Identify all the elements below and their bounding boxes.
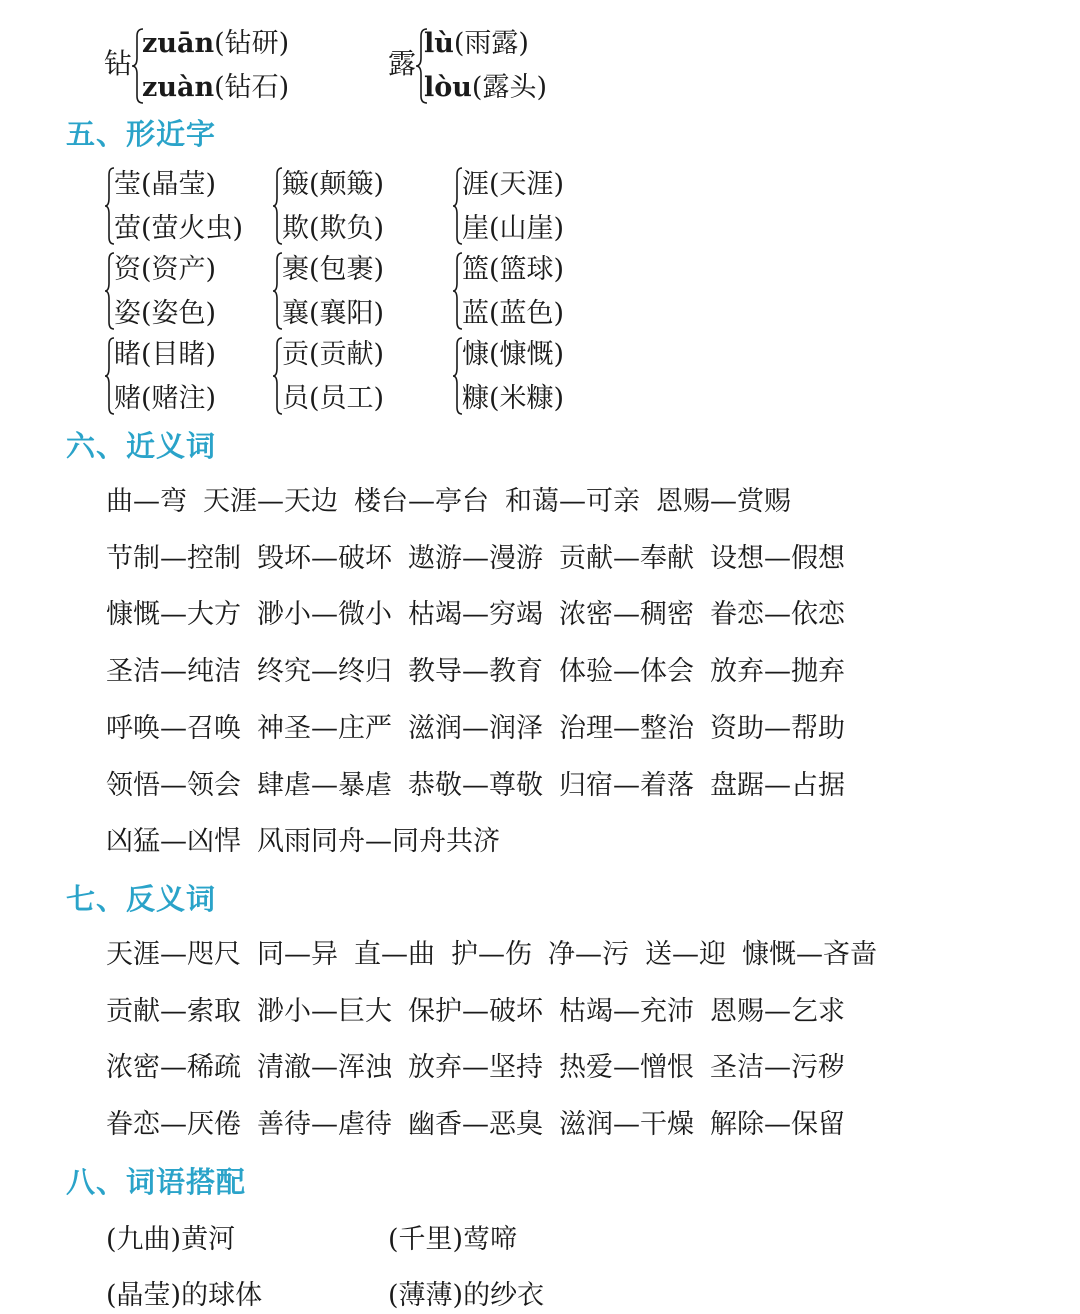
synonym-line (106, 826, 516, 858)
word-pair: 恩赐—赏赐 (656, 486, 791, 517)
word-pair: 曲—弯 (106, 486, 187, 517)
word-pair: 和蔼—可亲 (505, 486, 640, 517)
similar-char-item: 睹(目睹) (114, 339, 217, 370)
word-pair: 眷恋—依恋 (710, 599, 845, 631)
similar-char-group (272, 337, 432, 415)
word-pair: 渺小—微小 (257, 599, 392, 631)
similar-char-item: 赌(赌注) (114, 383, 217, 414)
polyphone-group (104, 28, 304, 104)
word-pair: 贡献—奉献 (559, 542, 694, 574)
word-pair: 呼唤—召唤 (106, 712, 241, 744)
polyphone-reading: zuàn(钻石) (142, 72, 290, 103)
similar-char-item: 襄(襄阳) (282, 298, 385, 329)
similar-char-group (452, 252, 612, 330)
similar-char-group (104, 337, 264, 415)
similar-char-item: 萤(萤火虫) (114, 213, 244, 244)
word-pair: 放弃—坚持 (408, 1052, 543, 1084)
word-pair: 滋润—润泽 (408, 712, 543, 744)
similar-char-item: 慷(慷慨) (462, 339, 565, 370)
word-pair: 肆虐—暴虐 (257, 769, 392, 801)
similar-char-item: 莹(晶莹) (114, 169, 217, 200)
word-pair: 善待—虐待 (257, 1109, 392, 1141)
similar-char-group (272, 167, 432, 245)
synonym-line (106, 656, 861, 688)
collocation-item: (薄薄)的纱衣 (388, 1280, 545, 1311)
word-pair: 热爱—憎恨 (559, 1052, 694, 1084)
word-pair: 风雨同舟—同舟共济 (257, 826, 500, 858)
word-pair: 天涯—咫尺 (106, 939, 241, 970)
similar-char-group (452, 167, 612, 245)
word-pair: 净—污 (548, 939, 629, 970)
section-title-synonyms: 六、近义词 (66, 429, 217, 463)
word-pair: 圣洁—纯洁 (106, 656, 241, 688)
word-pair: 设想—假想 (710, 542, 845, 574)
word-pair: 恭敬—尊敬 (408, 769, 543, 801)
word-pair: 解除—保留 (710, 1109, 845, 1141)
similar-char-item: 裹(包裹) (282, 254, 385, 285)
word-pair: 渺小—巨大 (257, 995, 392, 1027)
antonym-line (106, 941, 893, 968)
word-pair: 遨游—漫游 (408, 542, 543, 574)
synonym-line (106, 542, 861, 574)
similar-char-item: 篮(篮球) (462, 254, 565, 285)
word-pair: 枯竭—穷竭 (408, 599, 543, 631)
word-pair: 慷慨—吝啬 (742, 939, 877, 970)
similar-char-item: 糠(米糠) (462, 383, 565, 414)
word-pair: 教导—教育 (408, 656, 543, 688)
similar-char-item: 员(员工) (282, 383, 385, 414)
word-pair: 领悟—领会 (106, 769, 241, 801)
section-title-collocations: 八、词语搭配 (66, 1165, 247, 1199)
similar-char-item: 涯(天涯) (462, 169, 565, 200)
collocation-item: (晶莹)的球体 (106, 1280, 263, 1311)
similar-char-item: 簸(颠簸) (282, 169, 385, 200)
similar-char-item: 蓝(蓝色) (462, 298, 565, 329)
collocation-item: (千里)莺啼 (388, 1224, 518, 1255)
word-pair: 直—曲 (354, 939, 435, 970)
similar-char-item: 姿(姿色) (114, 298, 217, 329)
word-pair: 保护—破坏 (408, 995, 543, 1027)
similar-char-group (104, 252, 264, 330)
similar-char-item: 崖(山崖) (462, 213, 565, 244)
word-pair: 浓密—稠密 (559, 599, 694, 631)
polyphone-char: 露 (388, 47, 417, 80)
similar-char-item: 欺(欺负) (282, 213, 385, 244)
synonym-line (106, 599, 861, 631)
antonym-line (106, 1109, 861, 1141)
word-pair: 天涯—天边 (203, 486, 338, 517)
word-pair: 贡献—索取 (106, 995, 241, 1027)
word-pair: 同—异 (257, 939, 338, 970)
polyphone-reading: lù(雨露) (424, 28, 529, 59)
word-pair: 恩赐—乞求 (710, 995, 845, 1027)
similar-char-group (104, 167, 264, 245)
antonym-line (106, 995, 861, 1027)
word-pair: 归宿—着落 (559, 769, 694, 801)
word-pair: 送—迎 (645, 939, 726, 970)
synonym-line (106, 712, 861, 744)
similar-char-item: 资(资产) (114, 254, 217, 285)
polyphone-group (388, 28, 588, 104)
word-pair: 圣洁—污秽 (710, 1052, 845, 1084)
word-pair: 资助—帮助 (710, 712, 845, 744)
word-pair: 体验—体会 (559, 656, 694, 688)
polyphone-char: 钻 (104, 47, 133, 80)
similar-char-group (452, 337, 612, 415)
section-title-antonyms: 七、反义词 (66, 882, 217, 916)
word-pair: 慷慨—大方 (106, 599, 241, 631)
word-pair: 浓密—稀疏 (106, 1052, 241, 1084)
word-pair: 眷恋—厌倦 (106, 1109, 241, 1141)
word-pair: 幽香—恶臭 (408, 1109, 543, 1141)
synonym-line (106, 769, 861, 801)
word-pair: 终究—终归 (257, 656, 392, 688)
section-title-similar-chars: 五、形近字 (66, 117, 217, 151)
synonym-line (106, 488, 807, 515)
word-pair: 节制—控制 (106, 542, 241, 574)
polyphone-reading: lòu(露头) (424, 72, 547, 103)
word-pair: 毁坏—破坏 (257, 542, 392, 574)
antonym-line (106, 1052, 861, 1084)
word-pair: 滋润—干燥 (559, 1109, 694, 1141)
word-pair: 放弃—抛弃 (710, 656, 845, 688)
word-pair: 治理—整治 (559, 712, 694, 744)
word-pair: 楼台—亭台 (354, 486, 489, 517)
similar-char-group (272, 252, 432, 330)
word-pair: 护—伤 (451, 939, 532, 970)
word-pair: 盘踞—占据 (710, 769, 845, 801)
word-pair: 神圣—庄严 (257, 712, 392, 744)
similar-char-item: 贡(贡献) (282, 339, 385, 370)
word-pair: 凶猛—凶悍 (106, 826, 241, 858)
collocation-item: (九曲)黄河 (106, 1224, 236, 1255)
polyphone-reading: zuān(钻研) (142, 28, 290, 59)
word-pair: 枯竭—充沛 (559, 995, 694, 1027)
word-pair: 清澈—浑浊 (257, 1052, 392, 1084)
